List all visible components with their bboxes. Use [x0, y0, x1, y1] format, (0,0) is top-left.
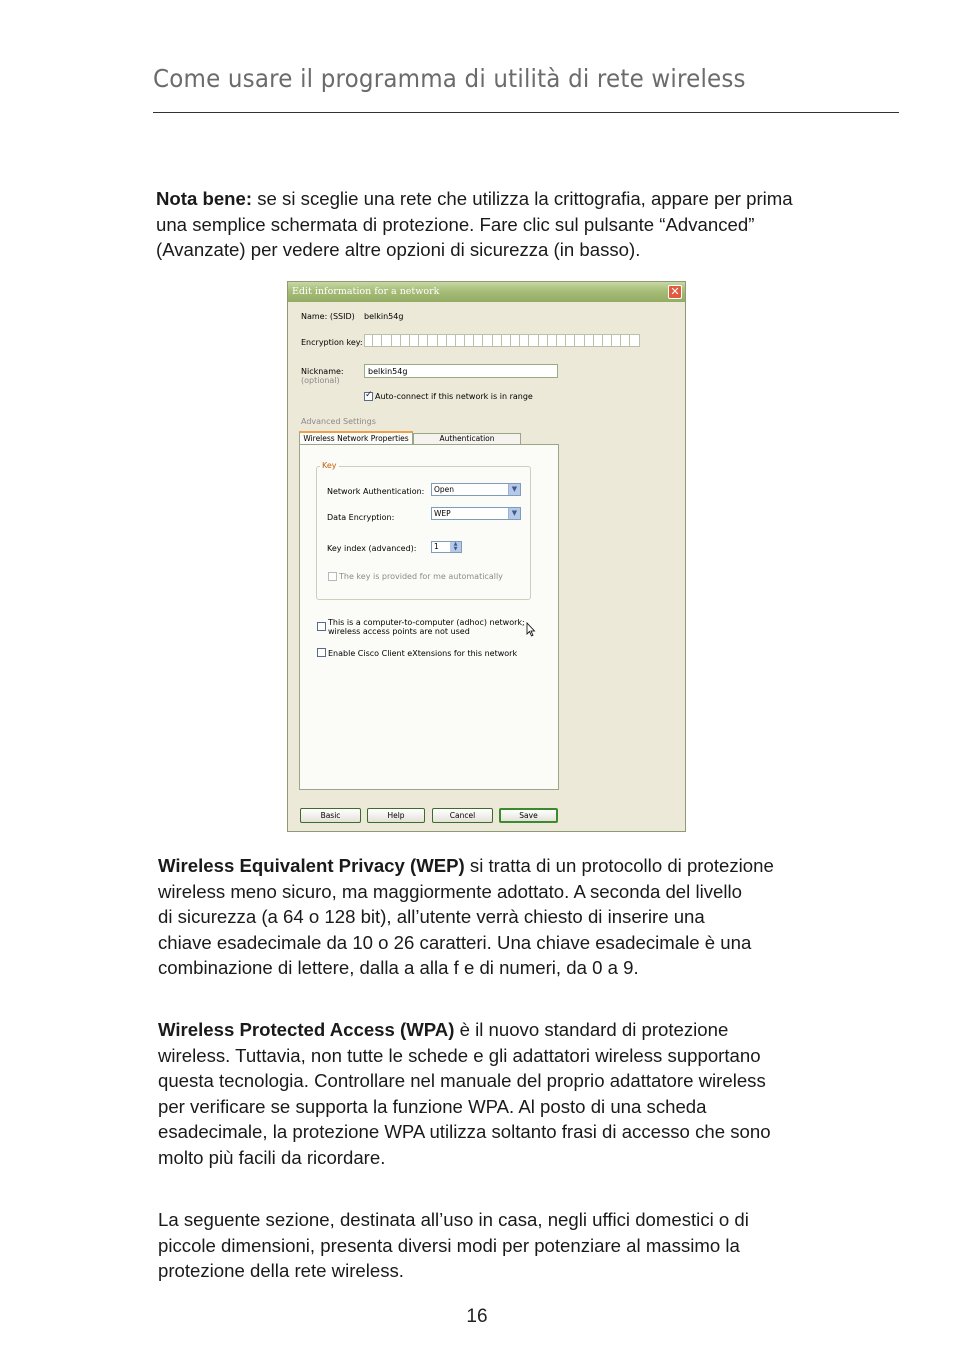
wep-line-2: wireless meno sicuro, ma maggiormente adottato. A seconda del livello — [158, 880, 742, 902]
ssid-label: Name: (SSID) — [301, 312, 355, 321]
page-number: 16 — [466, 1306, 488, 1327]
adhoc-label-line-1: This is a computer-to-computer (adhoc) network; — [328, 618, 525, 627]
dialog-title: Edit information for a network — [292, 286, 440, 297]
closing-line-1: La seguente sezione, destinata all’uso in casa, negli uffici domestici o di — [158, 1209, 749, 1230]
tab-authentication[interactable]: Authentication — [413, 433, 521, 444]
basic-button[interactable]: Basic — [300, 808, 361, 823]
nickname-input[interactable] — [364, 364, 558, 378]
wpa-paragraph — [158, 1017, 771, 1170]
wep-bold-term: Wireless Equivalent Privacy (WEP) — [158, 855, 465, 876]
network-auth-label: Network Authentication: — [327, 487, 425, 496]
wpa-line-5: esadecimale, la protezione WPA utilizza soltanto frasi di accesso che sono — [158, 1121, 771, 1142]
autoconnect-checkbox[interactable] — [364, 392, 373, 401]
closing-line-3: protezione della rete wireless. — [158, 1260, 404, 1281]
advanced-settings-label: Advanced Settings — [301, 417, 376, 426]
header-divider — [153, 112, 899, 113]
wpa-line-1: è il nuovo standard di protezione — [454, 1019, 729, 1040]
nickname-value: belkin54g — [368, 367, 408, 376]
data-encryption-label: Data Encryption: — [327, 513, 395, 522]
adhoc-label-line-2: wireless access points are not used — [328, 627, 470, 636]
closing-line-2: piccole dimensioni, presenta diversi modi per potenziare al massimo la — [158, 1234, 740, 1256]
wep-line-1: si tratta di un protocollo di protezione — [464, 855, 774, 876]
cisco-extensions-label: Enable Cisco Client eXtensions for this network — [328, 649, 518, 658]
close-icon[interactable]: ✕ — [668, 285, 682, 299]
note-line-3: (Avanzate) per vedere altre opzioni di sicurezza (in basso). — [156, 239, 641, 260]
tab-panel — [299, 444, 559, 790]
key-index-stepper[interactable] — [431, 541, 462, 553]
nickname-label: Nickname: — [301, 367, 344, 376]
closing-paragraph — [158, 1207, 749, 1284]
tab-wireless-network-properties[interactable]: Wireless Network Properties — [299, 431, 413, 444]
wep-line-4: chiave esadecimale da 10 o 26 caratteri. Una chiave esadecimale è una — [158, 931, 752, 953]
autoconnect-label: Auto-connect if this network is in range — [375, 392, 533, 401]
data-encryption-value: WEP — [434, 509, 451, 518]
wpa-line-2: wireless. Tuttavia, non tutte le schede e gli adattatori wireless supportano — [158, 1044, 761, 1066]
wpa-bold-term: Wireless Protected Access (WPA) — [158, 1019, 455, 1040]
wpa-line-6: molto più facili da ricordare. — [158, 1146, 386, 1168]
wep-line-3: di sicurezza (a 64 o 128 bit), all’utente verrà chiesto di inserire una — [158, 906, 705, 927]
page-header-title: Come usare il programma di utilità di rete wireless — [153, 64, 746, 93]
nickname-optional-note: (optional) — [301, 376, 340, 385]
encryption-key-label: Encryption key: — [301, 338, 363, 347]
wpa-line-3: questa tecnologia. Controllare nel manuale del proprio adattatore wireless — [158, 1070, 766, 1091]
note-line-1: se si sceglie una rete che utilizza la crittografia, appare per prima — [252, 188, 793, 209]
key-index-label: Key index (advanced): — [327, 544, 417, 553]
key-auto-label: The key is provided for me automatically — [339, 572, 503, 581]
wep-line-5: combinazione di lettere, dalla a alla f e di numeri, da 0 a 9. — [158, 957, 639, 978]
spin-arrows-icon[interactable]: ▲ ▼ — [450, 542, 461, 552]
key-auto-checkbox[interactable] — [328, 572, 337, 581]
encryption-key-input[interactable] — [364, 334, 640, 347]
mouse-pointer-icon — [526, 622, 536, 637]
network-auth-value: Open — [434, 485, 455, 494]
note-line-2: una semplice schermata di protezione. Fare clic sul pulsante “Advanced” — [156, 213, 755, 235]
wpa-line-4: per verificare se supporta la funzione WPA. Al posto di una scheda — [158, 1095, 707, 1117]
edit-network-dialog — [287, 281, 686, 832]
save-button[interactable]: Save — [499, 808, 558, 823]
chevron-down-icon: ▼ — [508, 508, 520, 519]
cancel-button[interactable]: Cancel — [432, 808, 493, 823]
help-button[interactable]: Help — [367, 808, 425, 823]
ssid-value: belkin54g — [364, 312, 404, 321]
chevron-down-icon: ▼ — [508, 484, 520, 495]
adhoc-checkbox[interactable] — [317, 622, 326, 631]
note-paragraph — [156, 186, 793, 263]
key-index-value: 1 — [434, 542, 439, 551]
wep-paragraph — [158, 853, 774, 981]
key-group-label: Key — [322, 461, 337, 470]
cisco-extensions-checkbox[interactable] — [317, 648, 326, 657]
data-encryption-select[interactable] — [431, 507, 521, 520]
network-auth-select[interactable] — [431, 483, 521, 496]
dialog-titlebar — [288, 282, 685, 302]
note-bold-label: Nota bene: — [156, 188, 253, 209]
